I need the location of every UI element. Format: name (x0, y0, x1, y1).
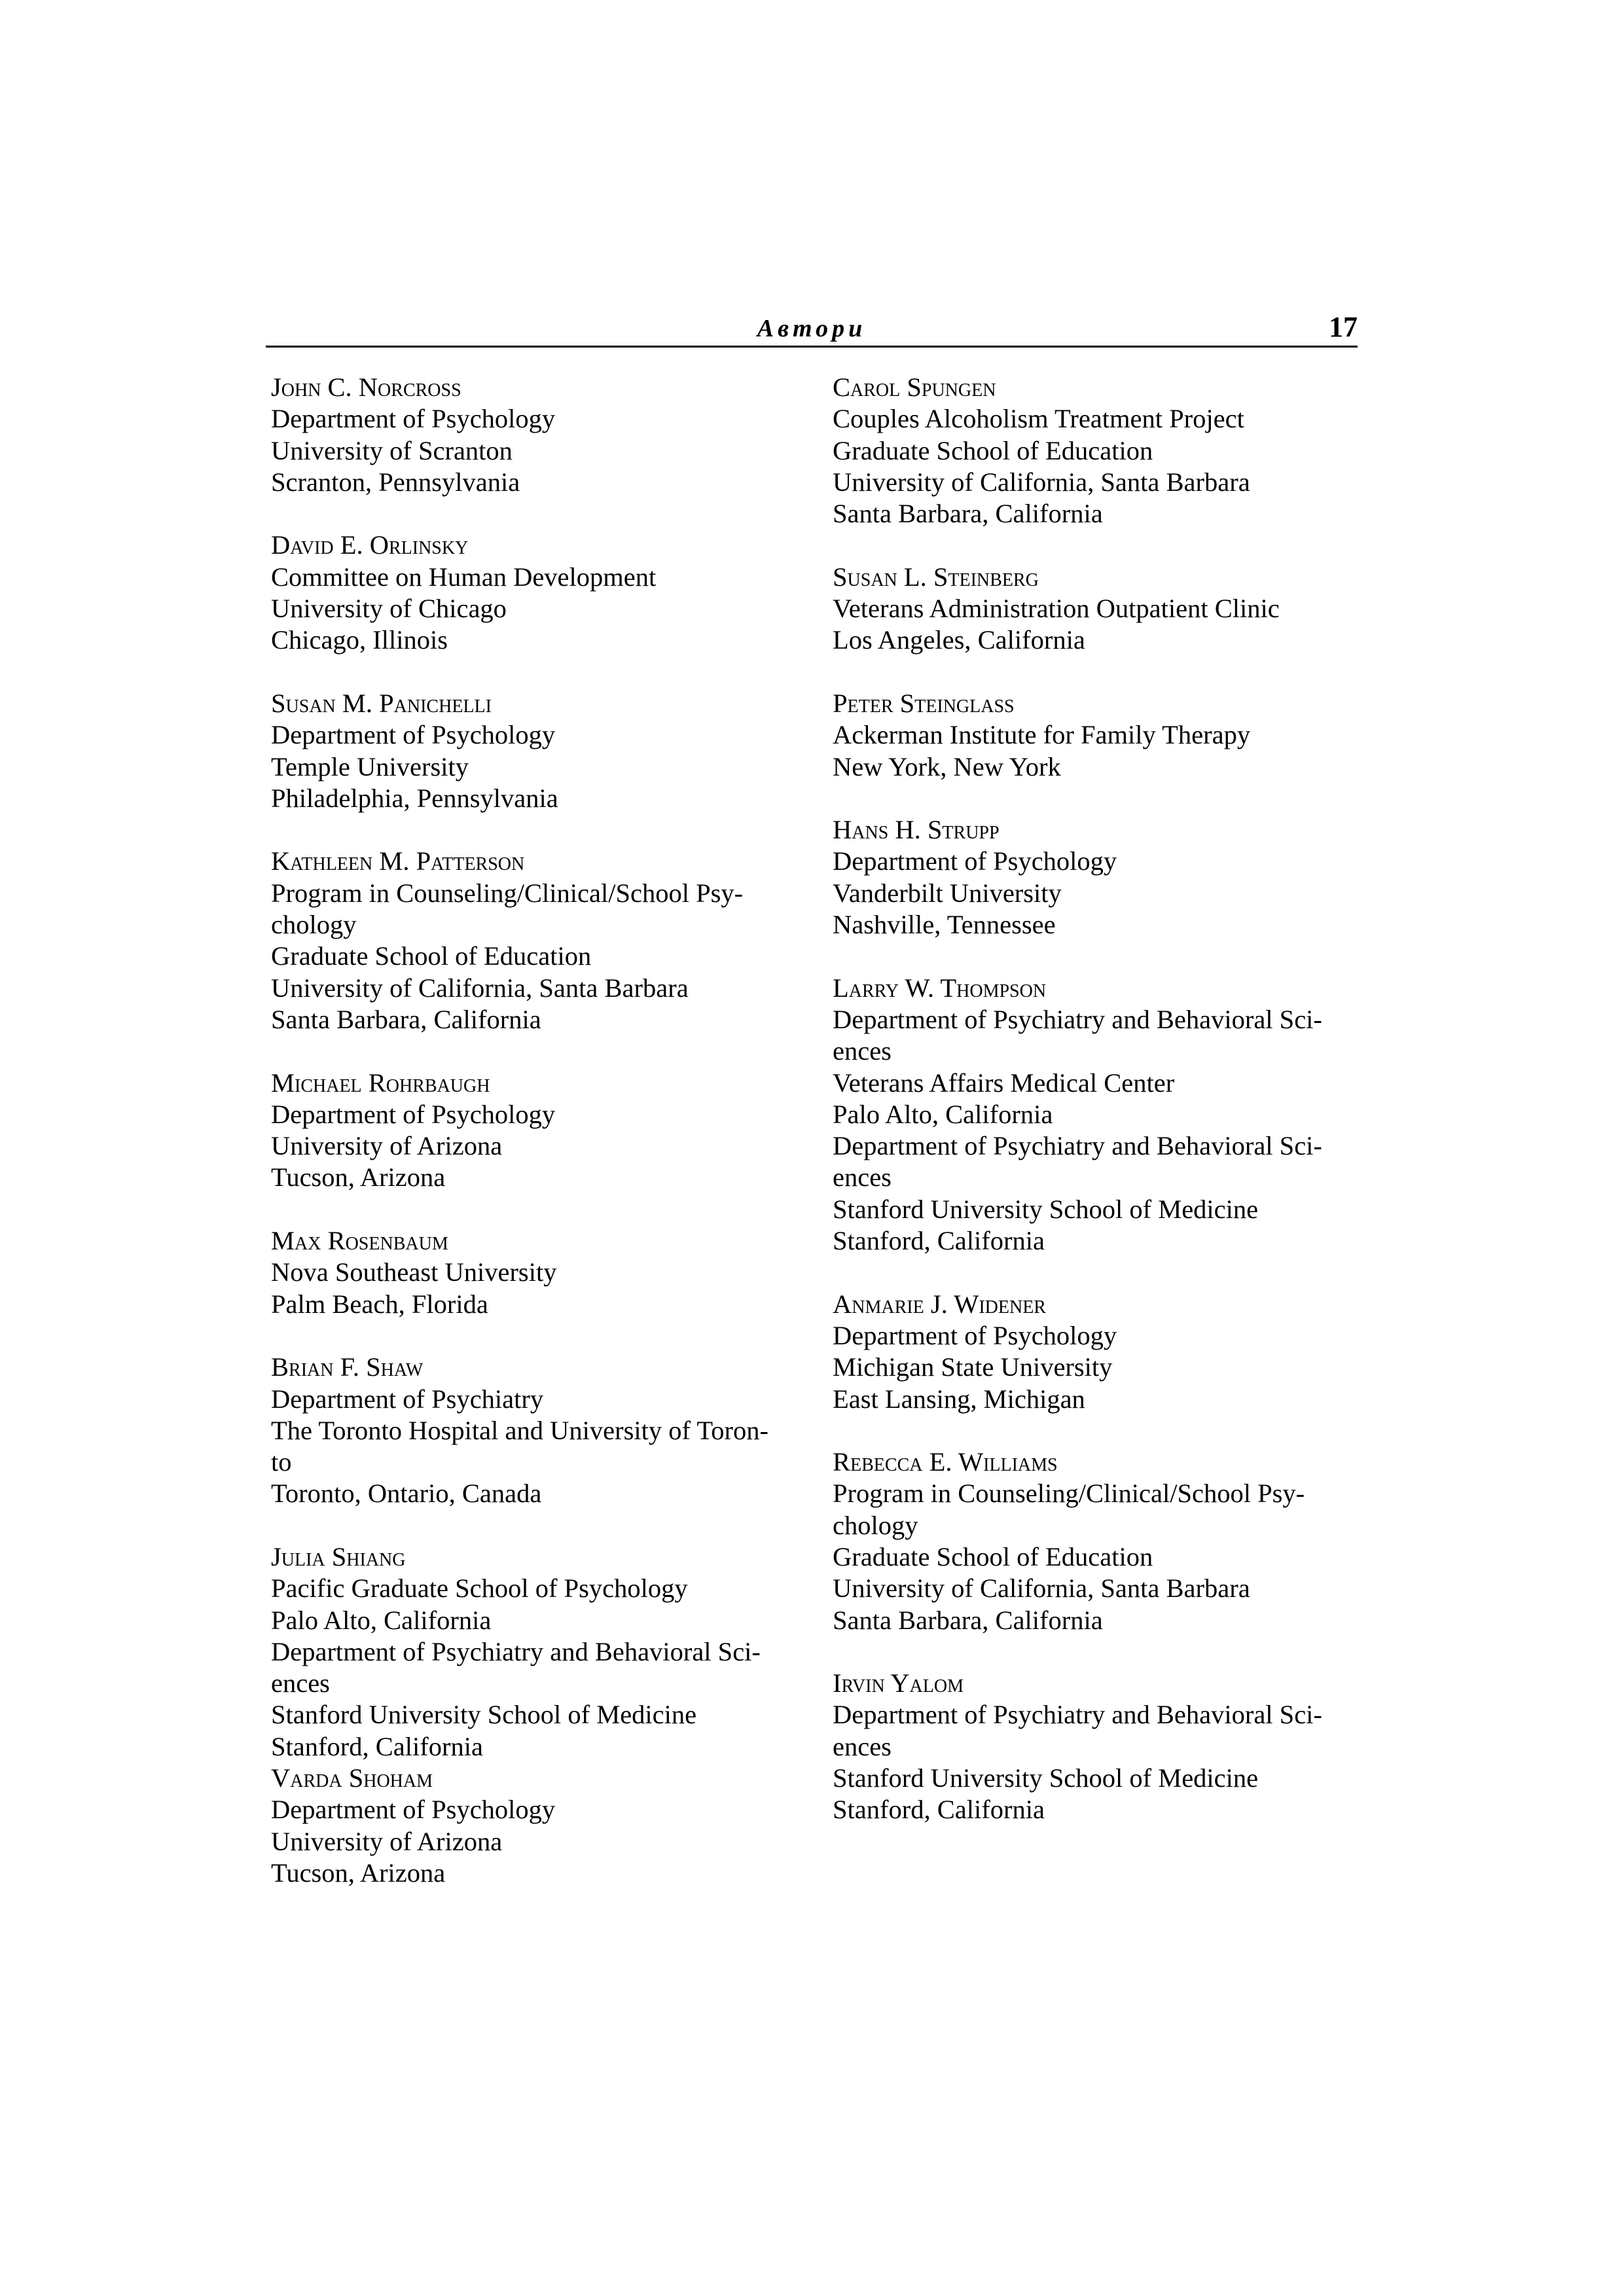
affiliation-line: Vanderbilt University (833, 878, 1062, 908)
affiliation-line: Department of Psychology (271, 1795, 556, 1825)
affiliation-line: Los Angeles, California (833, 625, 1085, 655)
affiliation-line: Veterans Affairs Medical Center (833, 1067, 1175, 1098)
affiliation-line: Stanford, California (271, 1731, 483, 1761)
affiliation-line: Pacific Graduate School of Psychology (271, 1573, 688, 1604)
affiliation-line: Department of Psychology (271, 720, 556, 750)
author-name: Max Rosenbaum (271, 1226, 448, 1256)
author-name: Irvin Yalom (833, 1668, 964, 1698)
author-name: Susan L. Steinberg (833, 562, 1039, 592)
affiliation-line: Department of Psychiatry and Behavioral Sci- (833, 1700, 1322, 1730)
author-entry (271, 1763, 808, 1889)
affiliation-line: East Lansing, Michigan (833, 1384, 1085, 1414)
affiliation-line: Graduate School of Education (833, 435, 1153, 465)
affiliation-line: chology (833, 1510, 918, 1540)
author-name: Peter Steinglass (833, 688, 1015, 718)
affiliation-line: Chicago, Illinois (271, 625, 448, 655)
affiliation-line: Department of Psychology (833, 1320, 1117, 1350)
affiliation-line: Toronto, Ontario, Canada (271, 1479, 542, 1509)
affiliation-line: University of California, Santa Barbara (833, 1573, 1250, 1604)
affiliation-line: University of Arizona (271, 1826, 503, 1856)
author-name: Hans H. Strupp (833, 815, 1000, 845)
affiliation-line: Ackerman Institute for Family Therapy (833, 720, 1251, 750)
page-number: 17 (1329, 311, 1358, 343)
affiliation-line: Tucson, Arizona (271, 1857, 446, 1888)
affiliation-line: ences (271, 1668, 330, 1698)
affiliation-line: Santa Barbara, California (833, 499, 1103, 529)
affiliation-line: Committee on Human Development (271, 562, 657, 592)
affiliation-line: New York, New York (833, 751, 1061, 781)
affiliation-line: Department of Psychology (271, 1099, 556, 1129)
author-entry (833, 1446, 1369, 1636)
affiliation-line: University of California, Santa Barbara (271, 973, 689, 1003)
running-title: Автори (757, 315, 867, 342)
affiliation-line: Stanford, California (833, 1795, 1045, 1825)
affiliation-line: Michigan State University (833, 1352, 1113, 1382)
affiliation-line: Nashville, Tennessee (833, 910, 1056, 940)
affiliation-line: chology (271, 910, 357, 940)
affiliation-line: Graduate School of Education (833, 1541, 1153, 1571)
affiliation-line: Department of Psychology (271, 404, 556, 434)
affiliation-line: University of Arizona (271, 1131, 503, 1161)
author-entry (271, 1225, 808, 1320)
affiliation-line: University of California, Santa Barbara (833, 467, 1250, 497)
affiliation-line: Stanford University School of Medicine (833, 1763, 1259, 1793)
affiliation-line: Stanford, California (833, 1226, 1045, 1256)
author-name: Michael Rohrbaugh (271, 1067, 490, 1098)
affiliation-line: Couples Alcoholism Treatment Project (833, 404, 1244, 434)
affiliation-line: to (271, 1447, 292, 1477)
author-entry (271, 372, 808, 498)
author-name: Rebecca E. Williams (833, 1447, 1058, 1477)
affiliation-line: Palm Beach, Florida (271, 1289, 488, 1319)
affiliation-line: Department of Psychology (833, 846, 1117, 876)
author-entry (833, 973, 1369, 1257)
author-name: Carol Spungen (833, 372, 996, 402)
affiliation-line: University of Chicago (271, 594, 507, 624)
affiliation-line: Department of Psychiatry and Behavioral Sci- (833, 1131, 1322, 1161)
author-name: David E. Orlinsky (271, 530, 469, 560)
author-name: Julia Shiang (271, 1541, 406, 1571)
affiliation-line: Palo Alto, California (833, 1099, 1053, 1129)
author-entry (271, 529, 808, 656)
affiliation-line: Santa Barbara, California (833, 1605, 1103, 1635)
page-header (266, 313, 1358, 348)
affiliation-line: Philadelphia, Pennsylvania (271, 783, 558, 813)
affiliation-line: Santa Barbara, California (271, 1004, 541, 1034)
affiliation-line: Department of Psychiatry (271, 1384, 544, 1414)
author-entry (833, 1668, 1369, 1825)
affiliation-line: Tucson, Arizona (271, 1162, 446, 1193)
affiliation-line: ences (833, 1162, 892, 1193)
author-entry (271, 846, 808, 1035)
affiliation-line: ences (833, 1036, 892, 1066)
author-entry (833, 372, 1369, 529)
author-name: Susan M. Panichelli (271, 688, 492, 718)
author-name: Kathleen M. Patterson (271, 846, 525, 876)
author-entry (271, 1067, 808, 1194)
affiliation-line: Nova Southeast University (271, 1257, 557, 1287)
author-name: Brian F. Shaw (271, 1352, 424, 1382)
author-entry (833, 1289, 1369, 1415)
author-entry (271, 1352, 808, 1509)
author-name: Larry W. Thompson (833, 973, 1047, 1003)
author-entry (271, 688, 808, 814)
author-entry (271, 1541, 808, 1763)
affiliation-line: Stanford University School of Medicine (271, 1700, 697, 1730)
author-entry (833, 688, 1369, 783)
author-name: Anmarie J. Widener (833, 1289, 1046, 1319)
affiliation-line: Veterans Administration Outpatient Clinic (833, 594, 1280, 624)
affiliation-line: Temple University (271, 751, 469, 781)
affiliation-line: Program in Counseling/Clinical/School Psy- (833, 1479, 1305, 1509)
author-entry (833, 562, 1369, 656)
affiliation-line: Department of Psychiatry and Behavioral Sci- (833, 1004, 1322, 1034)
affiliation-line: Program in Counseling/Clinical/School Psy- (271, 878, 744, 908)
author-name: John C. Norcross (271, 372, 461, 402)
affiliation-line: ences (833, 1731, 892, 1761)
affiliation-line: Graduate School of Education (271, 941, 592, 971)
affiliation-line: Stanford University School of Medicine (833, 1194, 1259, 1224)
affiliation-line: Department of Psychiatry and Behavioral Sci- (271, 1636, 761, 1666)
affiliation-line: University of Scranton (271, 435, 513, 465)
affiliation-line: The Toronto Hospital and University of Toron- (271, 1415, 768, 1445)
author-name: Varda Shoham (271, 1763, 433, 1793)
left-column (271, 372, 808, 1889)
affiliation-line: Scranton, Pennsylvania (271, 467, 520, 497)
author-entry (833, 814, 1369, 941)
right-column (833, 372, 1369, 1826)
affiliation-line: Palo Alto, California (271, 1605, 492, 1635)
